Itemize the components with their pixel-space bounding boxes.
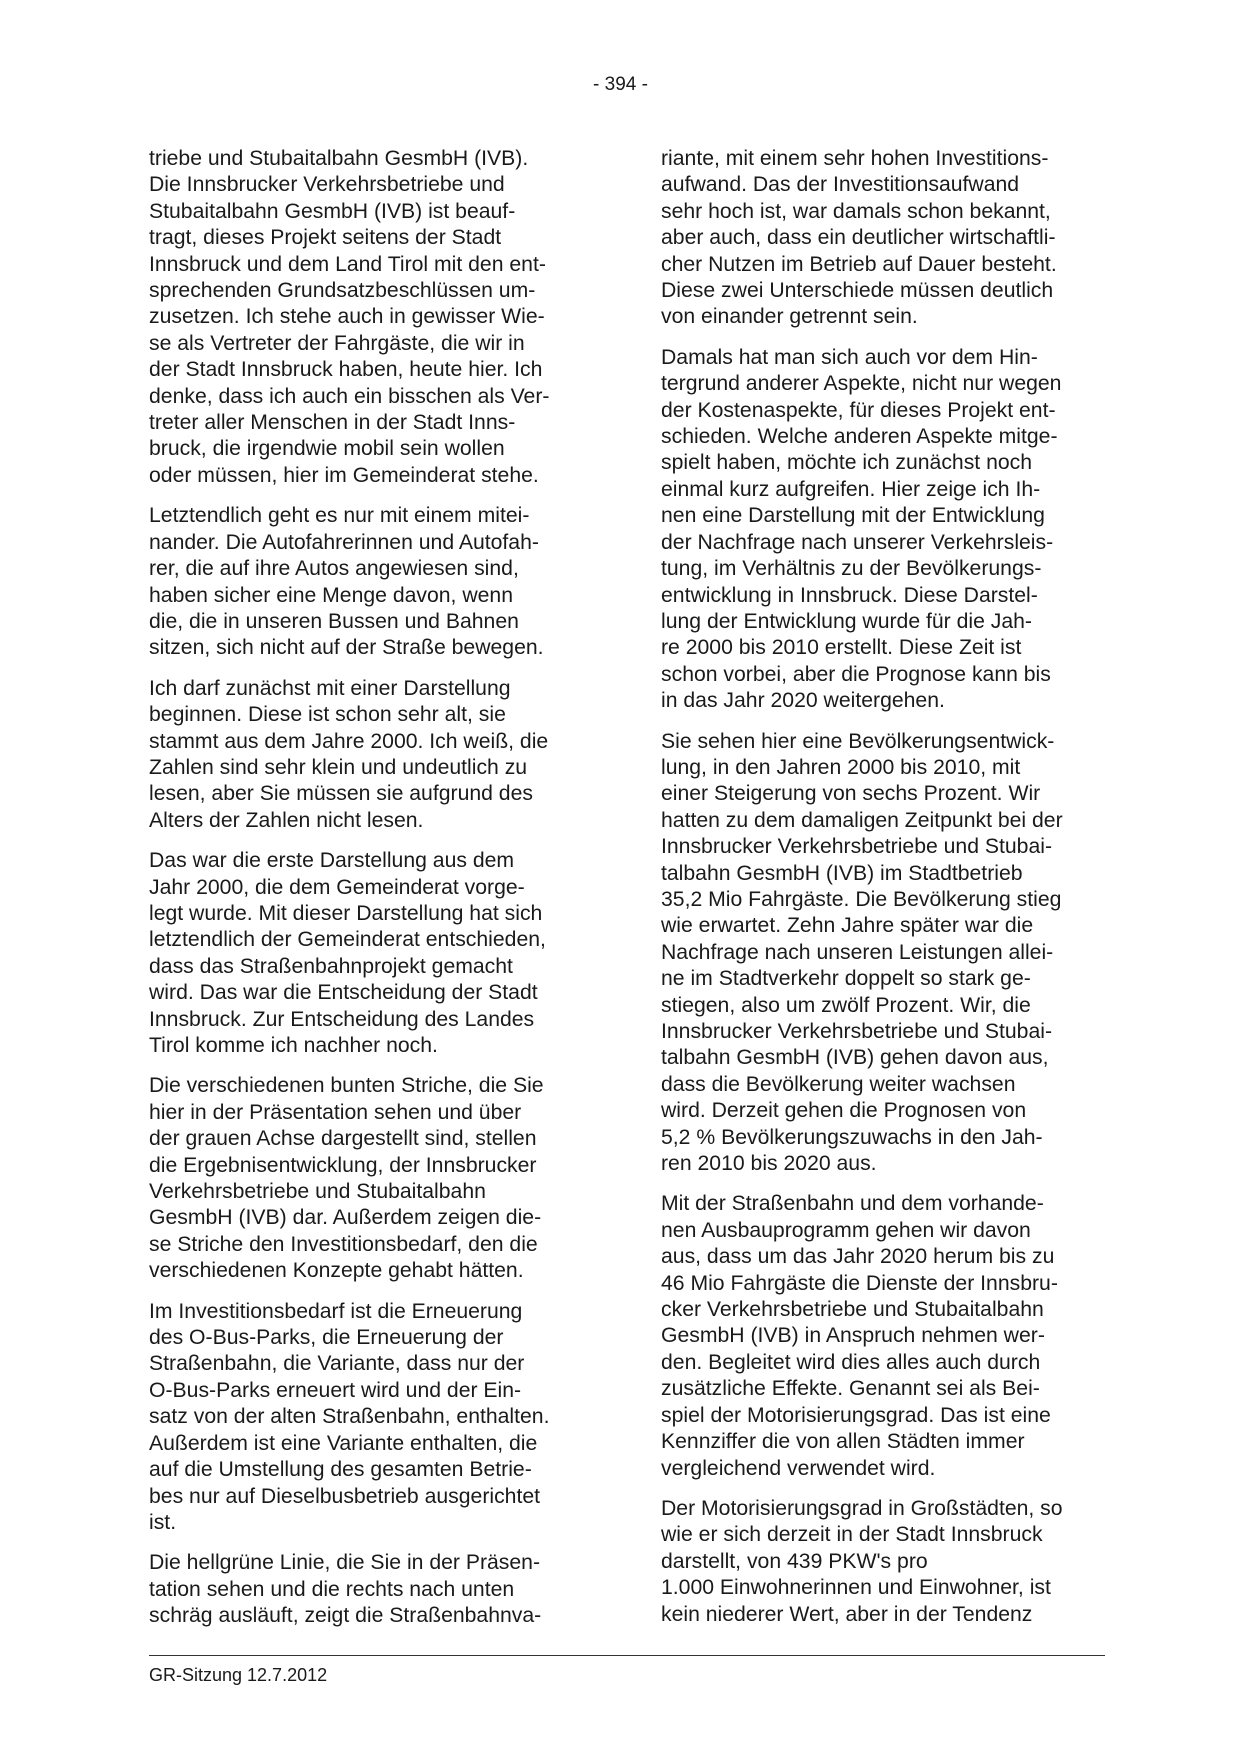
- paragraph: [149, 146, 594, 489]
- paragraph: [661, 729, 1106, 1178]
- text-line: hatten zu dem damaligen Zeitpunkt bei der: [661, 808, 1063, 832]
- text-line: tung, im Verhältnis zu der Bevölkerungs-: [661, 557, 1042, 581]
- text-line: Die Innsbrucker Verkehrsbetriebe und: [149, 173, 505, 197]
- text-line: wie erwartet. Zehn Jahre später war die: [661, 914, 1034, 938]
- text-line: ren 2010 bis 2020 aus.: [661, 1152, 877, 1176]
- text-line: kein niederer Wert, aber in der Tendenz: [661, 1602, 1033, 1626]
- text-line: lung der Entwicklung wurde für die Jah-: [661, 609, 1032, 633]
- text-line: der Stadt Innsbruck haben, heute hier. Ich: [149, 358, 543, 382]
- text-line: Innsbruck. Zur Entscheidung des Landes: [149, 1007, 535, 1031]
- text-line: Das war die erste Darstellung aus dem: [149, 849, 515, 873]
- text-line: schräg ausläuft, zeigt die Straßenbahnva-: [149, 1604, 542, 1628]
- paragraph: [149, 1550, 594, 1629]
- footer-divider: [149, 1655, 1105, 1656]
- text-line: Alters der Zahlen nicht lesen.: [149, 808, 424, 832]
- text-line: dass das Straßenbahnprojekt gemacht: [149, 954, 513, 978]
- text-line: Kennziffer die von allen Städten immer: [661, 1430, 1025, 1454]
- text-line: spielt haben, möchte ich zunächst noch: [661, 451, 1033, 475]
- text-line: denke, dass ich auch ein bisschen als Ver-: [149, 384, 550, 408]
- text-line: se als Vertreter der Fahrgäste, die wir in: [149, 331, 525, 355]
- text-line: triebe und Stubaitalbahn GesmbH (IVB).: [149, 147, 529, 170]
- text-line: 1.000 Einwohnerinnen und Einwohner, ist: [661, 1576, 1051, 1600]
- text-line: legt wurde. Mit dieser Darstellung hat sich: [149, 901, 543, 925]
- text-line: haben sicher eine Menge davon, wenn: [149, 583, 513, 607]
- text-line: dass die Bevölkerung weiter wachsen: [661, 1072, 1016, 1096]
- text-line: tragt, dieses Projekt seitens der Stadt: [149, 226, 502, 250]
- text-line: Innsbrucker Verkehrsbetriebe und Stubai-: [661, 835, 1053, 859]
- text-line: aus, dass um das Jahr 2020 herum bis zu: [661, 1245, 1055, 1269]
- paragraph: [149, 848, 594, 1059]
- text-line: vergleichend verwendet wird.: [661, 1456, 936, 1480]
- text-line: Die verschiedenen bunten Striche, die Sie: [149, 1074, 544, 1098]
- text-line: riante, mit einem sehr hohen Investitions-: [661, 147, 1049, 170]
- text-line: wird. Derzeit gehen die Prognosen von: [661, 1099, 1027, 1123]
- text-line: stiegen, also um zwölf Prozent. Wir, die: [661, 993, 1031, 1017]
- text-line: aufwand. Das der Investitionsaufwand: [661, 173, 1020, 197]
- text-line: GesmbH (IVB) dar. Außerdem zeigen die-: [149, 1206, 542, 1230]
- text-line: lung, in den Jahren 2000 bis 2010, mit: [661, 755, 1021, 779]
- text-line: auf die Umstellung des gesamten Betrie-: [149, 1458, 532, 1482]
- paragraph: [149, 1299, 594, 1537]
- text-line: cher Nutzen im Betrieb auf Dauer besteht.: [661, 252, 1057, 276]
- text-line: Sie sehen hier eine Bevölkerungsentwick-: [661, 729, 1055, 753]
- text-line: talbahn GesmbH (IVB) im Stadtbetrieb: [661, 861, 1023, 885]
- text-line: Straßenbahn, die Variante, dass nur der: [149, 1352, 525, 1376]
- text-line: Verkehrsbetriebe und Stubaitalbahn: [149, 1180, 486, 1204]
- text-line: entwicklung in Innsbruck. Diese Darstel-: [661, 583, 1038, 607]
- text-line: se Striche den Investitionsbedarf, den die: [149, 1232, 538, 1256]
- text-line: aber auch, dass ein deutlicher wirtschaftli-: [661, 226, 1056, 250]
- paragraph: [661, 345, 1106, 715]
- text-line: von einander getrennt sein.: [661, 305, 918, 329]
- right-column: [661, 146, 1106, 1642]
- text-line: die, die in unseren Bussen und Bahnen: [149, 609, 519, 633]
- text-line: ist.: [149, 1510, 177, 1534]
- text-line: re 2000 bis 2010 erstellt. Diese Zeit ist: [661, 636, 1022, 660]
- text-line: sehr hoch ist, war damals schon bekannt,: [661, 199, 1051, 223]
- text-line: spiel der Motorisierungsgrad. Das ist eine: [661, 1403, 1051, 1427]
- text-line: O-Bus-Parks erneuert wird und der Ein-: [149, 1378, 522, 1402]
- text-line: darstellt, von 439 PKW's pro: [661, 1549, 928, 1573]
- paragraph: [661, 146, 1106, 331]
- paragraph: [661, 1191, 1106, 1481]
- text-line: nen eine Darstellung mit der Entwicklung: [661, 504, 1045, 528]
- text-line: schon vorbei, aber die Prognose kann bis: [661, 662, 1051, 686]
- text-line: hier in der Präsentation sehen und über: [149, 1100, 522, 1124]
- text-line: GesmbH (IVB) in Anspruch nehmen wer-: [661, 1324, 1045, 1348]
- text-line: 35,2 Mio Fahrgäste. Die Bevölkerung stieg: [661, 887, 1062, 911]
- text-line: lesen, aber Sie müssen sie aufgrund des: [149, 782, 533, 806]
- text-line: Letztendlich geht es nur mit einem mitei-: [149, 504, 530, 528]
- text-line: der Nachfrage nach unserer Verkehrsleis-: [661, 530, 1054, 554]
- text-line: tation sehen und die rechts nach unten: [149, 1577, 515, 1601]
- paragraph: [661, 1496, 1106, 1628]
- text-line: einmal kurz aufgreifen. Hier zeige ich Ih-: [661, 477, 1041, 501]
- text-line: ne im Stadtverkehr doppelt so stark ge-: [661, 967, 1031, 991]
- page-number: - 394 -: [593, 74, 648, 95]
- text-line: Mit der Straßenbahn und dem vorhande-: [661, 1192, 1044, 1216]
- text-line: talbahn GesmbH (IVB) gehen davon aus,: [661, 1046, 1049, 1070]
- text-line: wird. Das war die Entscheidung der Stadt: [149, 981, 538, 1005]
- text-line: der Kostenaspekte, für dieses Projekt ent-: [661, 398, 1056, 422]
- text-line: tergrund anderer Aspekte, nicht nur wegen: [661, 372, 1062, 396]
- footer-session-date: GR-Sitzung 12.7.2012: [149, 1665, 328, 1685]
- text-line: 46 Mio Fahrgäste die Dienste der Innsbru-: [661, 1271, 1058, 1295]
- text-line: Im Investitionsbedarf ist die Erneuerung: [149, 1299, 523, 1323]
- left-column: [149, 146, 594, 1644]
- text-line: sitzen, sich nicht auf der Straße bewegen.: [149, 636, 544, 660]
- text-line: beginnen. Diese ist schon sehr alt, sie: [149, 703, 506, 727]
- paragraph: [149, 503, 594, 661]
- text-line: bes nur auf Dieselbusbetrieb ausgerichtet: [149, 1484, 541, 1508]
- text-line: Ich darf zunächst mit einer Darstellung: [149, 676, 511, 700]
- text-line: einer Steigerung von sechs Prozent. Wir: [661, 782, 1041, 806]
- text-line: zusätzliche Effekte. Genannt sei als Bei-: [661, 1377, 1040, 1401]
- text-line: Die hellgrüne Linie, die Sie in der Präsen-: [149, 1551, 541, 1575]
- text-line: der grauen Achse dargestellt sind, stellen: [149, 1127, 537, 1151]
- text-line: rer, die auf ihre Autos angewiesen sind,: [149, 557, 519, 581]
- text-line: Diese zwei Unterschiede müssen deutlich: [661, 279, 1054, 303]
- text-line: Damals hat man sich auch vor dem Hin-: [661, 345, 1038, 369]
- text-line: Jahr 2000, die dem Gemeinderat vorge-: [149, 875, 525, 899]
- text-line: des O-Bus-Parks, die Erneuerung der: [149, 1326, 504, 1350]
- text-line: Außerdem ist eine Variante enthalten, die: [149, 1431, 538, 1455]
- text-line: schieden. Welche anderen Aspekte mitge-: [661, 425, 1058, 449]
- text-line: Der Motorisierungsgrad in Großstädten, so: [661, 1496, 1063, 1520]
- text-line: cker Verkehrsbetriebe und Stubaitalbahn: [661, 1298, 1044, 1322]
- text-line: wie er sich derzeit in der Stadt Innsbruck: [661, 1523, 1043, 1547]
- text-line: in das Jahr 2020 weitergehen.: [661, 689, 945, 713]
- text-line: Zahlen sind sehr klein und undeutlich zu: [149, 755, 528, 779]
- text-line: Stubaitalbahn GesmbH (IVB) ist beauf-: [149, 199, 516, 223]
- text-line: Innsbrucker Verkehrsbetriebe und Stubai-: [661, 1020, 1053, 1043]
- text-line: Nachfrage nach unseren Leistungen allei-: [661, 940, 1054, 964]
- text-line: oder müssen, hier im Gemeinderat stehe.: [149, 463, 539, 487]
- text-line: den. Begleitet wird dies alles auch durch: [661, 1350, 1041, 1374]
- text-line: nen Ausbauprogramm gehen wir davon: [661, 1218, 1031, 1242]
- text-line: zusetzen. Ich stehe auch in gewisser Wie-: [149, 305, 545, 329]
- text-line: satz von der alten Straßenbahn, enthalten.: [149, 1405, 550, 1429]
- text-line: Tirol komme ich nachher noch.: [149, 1034, 438, 1057]
- text-line: die Ergebnisentwicklung, der Innsbrucker: [149, 1153, 537, 1177]
- text-line: nander. Die Autofahrerinnen und Autofah-: [149, 530, 539, 554]
- text-line: letztendlich der Gemeinderat entschieden,: [149, 928, 546, 952]
- text-line: stammt aus dem Jahre 2000. Ich weiß, die: [149, 729, 549, 753]
- text-line: Innsbruck und dem Land Tirol mit den ent-: [149, 252, 546, 276]
- text-line: sprechenden Grundsatzbeschlüssen um-: [149, 279, 536, 303]
- text-line: treter aller Menschen in der Stadt Inns-: [149, 411, 516, 435]
- text-line: 5,2 % Bevölkerungszuwachs in den Jah-: [661, 1125, 1043, 1149]
- paragraph: [149, 676, 594, 834]
- text-line: verschiedenen Konzepte gehabt hätten.: [149, 1259, 524, 1283]
- paragraph: [149, 1073, 594, 1284]
- text-line: bruck, die irgendwie mobil sein wollen: [149, 437, 505, 461]
